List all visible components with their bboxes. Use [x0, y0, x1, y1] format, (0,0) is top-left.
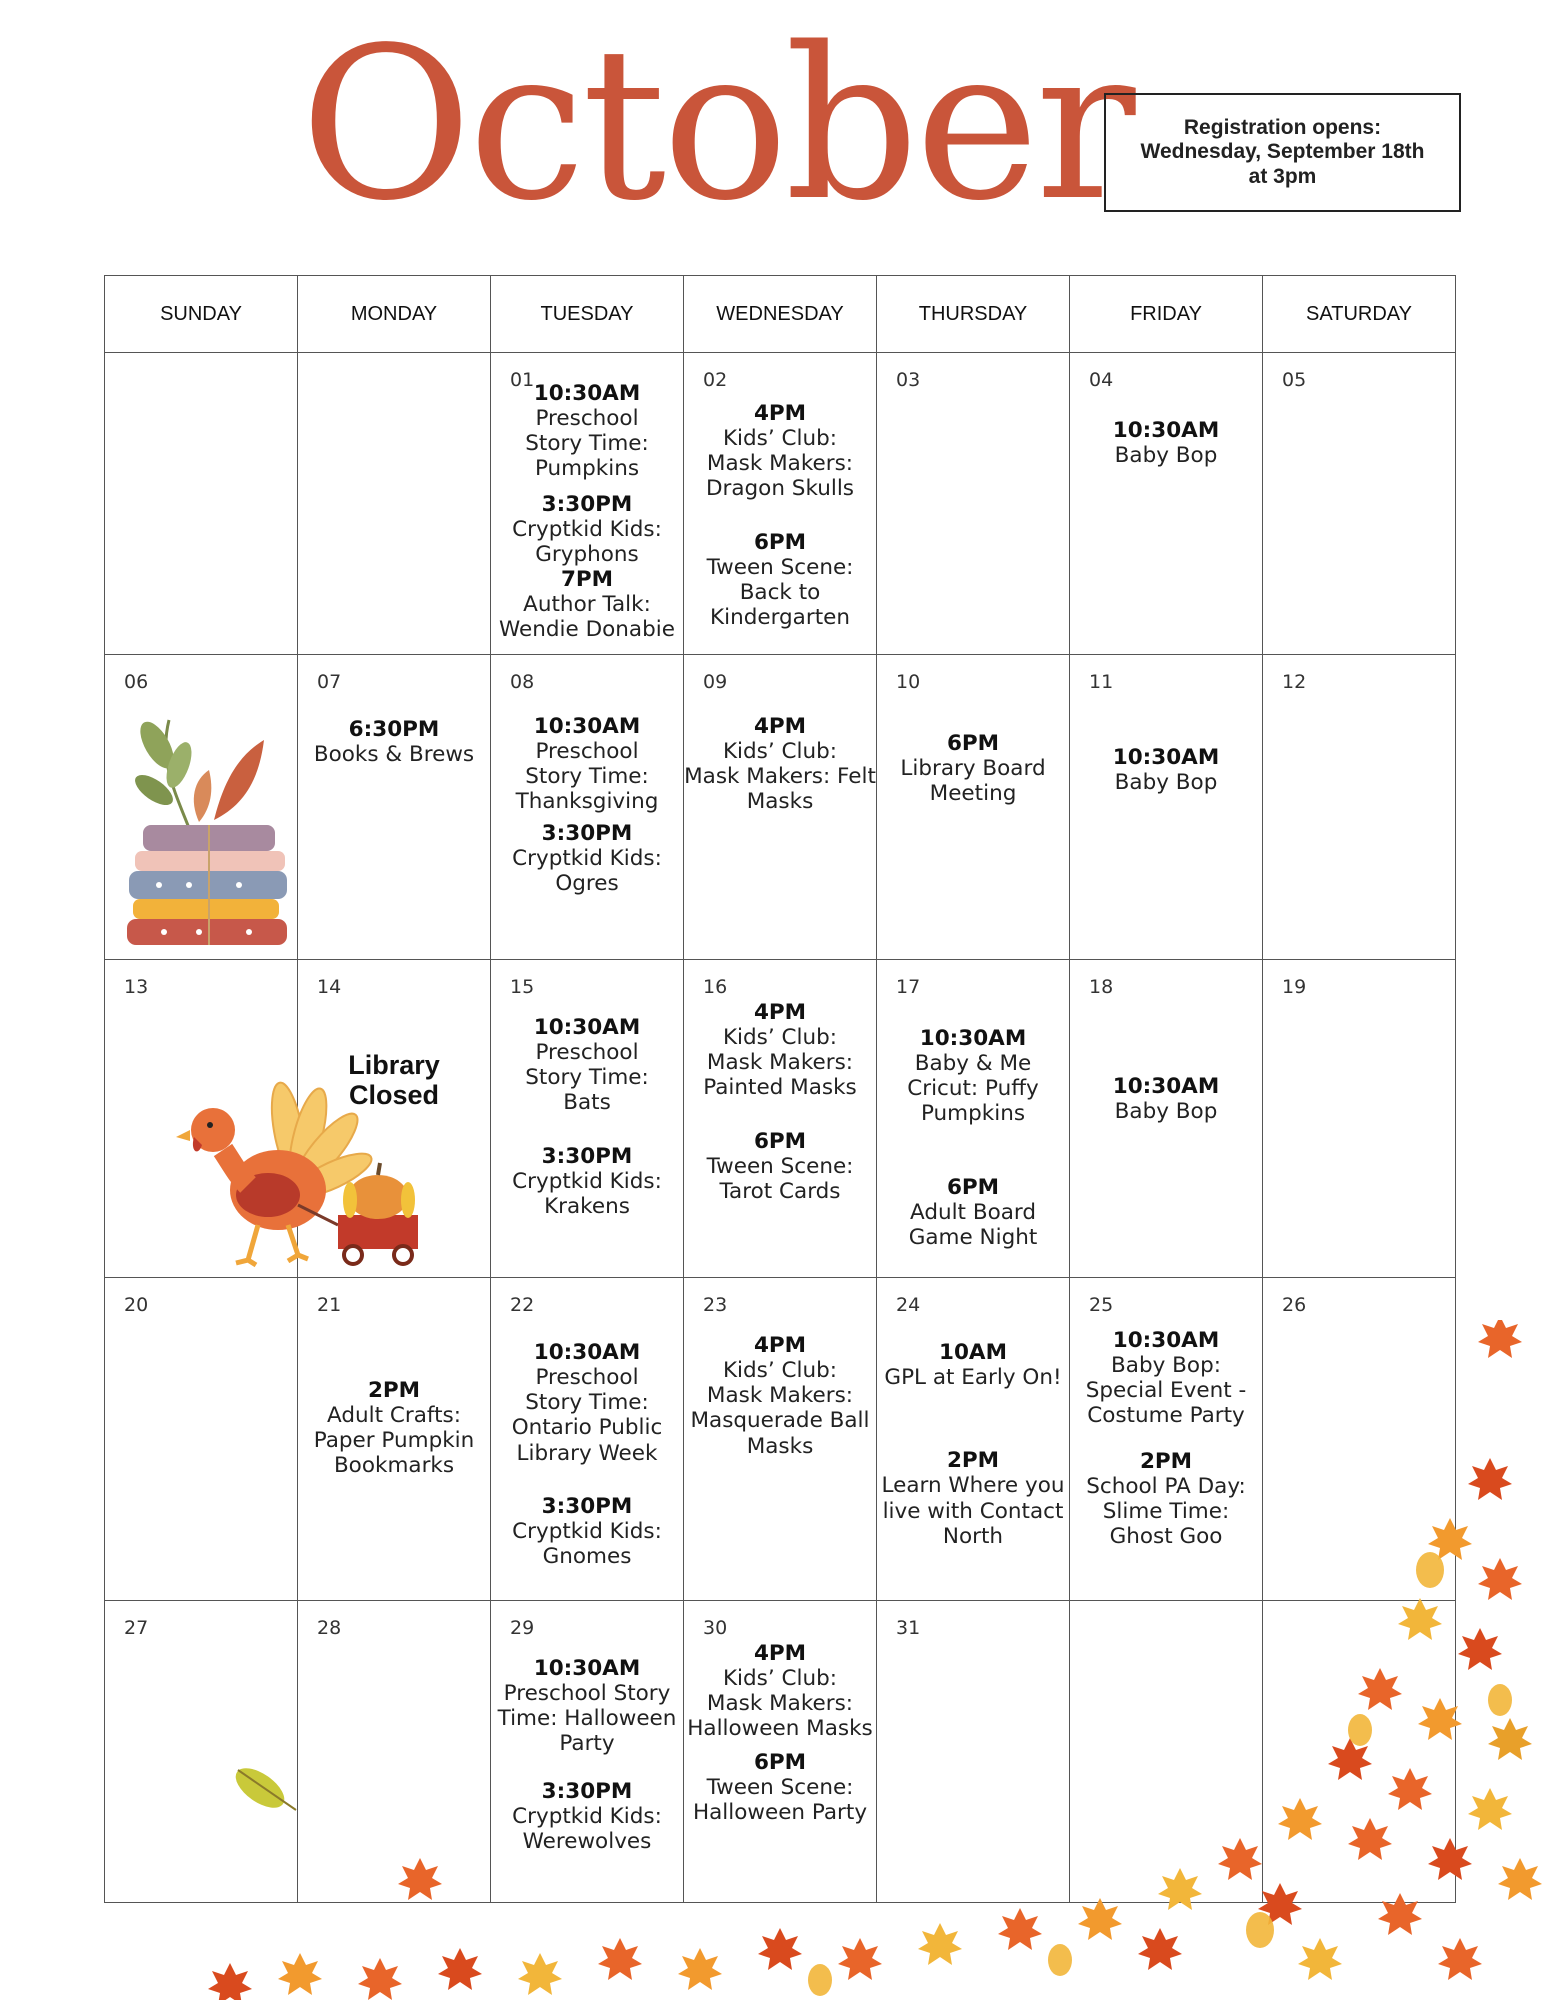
date-number: 05 — [1282, 369, 1307, 391]
calendar-day-17 — [877, 960, 1070, 1278]
event-text: Cricut: Puffy — [907, 1076, 1039, 1102]
event-text: Kids’ Club: — [722, 1358, 838, 1384]
event-time: 10:30AM — [1112, 418, 1220, 443]
date-number: 03 — [896, 369, 921, 391]
event-text: Baby Bop — [1114, 1099, 1218, 1125]
event-list — [877, 1026, 1069, 1250]
event-time: 10:30AM — [1112, 1074, 1220, 1099]
event-text: North — [942, 1523, 1004, 1549]
event-time: 6PM — [753, 1749, 807, 1775]
event-time: 10:30AM — [533, 381, 641, 406]
date-number: 17 — [896, 976, 921, 998]
calendar-day-15 — [491, 960, 684, 1278]
event-text: Preschool — [535, 1365, 639, 1391]
event-text: Kindergarten — [710, 604, 850, 630]
event-time: 6PM — [753, 1128, 807, 1154]
event-time: 7PM — [560, 566, 614, 592]
date-number: 04 — [1089, 369, 1114, 391]
event-text: Back to — [739, 579, 821, 605]
calendar-day-10 — [877, 655, 1070, 960]
event-list — [491, 714, 683, 896]
day-header-wednesday: WEDNESDAY — [684, 276, 877, 353]
event-text: Preschool — [535, 406, 639, 432]
event-text: Halloween Masks — [687, 1716, 873, 1742]
event-text: Bats — [563, 1090, 611, 1116]
event-time: 4PM — [753, 1000, 807, 1025]
date-number: 23 — [703, 1294, 728, 1316]
event-text: Krakens — [544, 1193, 630, 1219]
event-text: Werewolves — [522, 1828, 652, 1854]
date-number: 24 — [896, 1294, 921, 1316]
book-stack-illustration — [119, 710, 289, 945]
event-time: 4PM — [753, 1333, 807, 1358]
event-list — [684, 714, 876, 815]
calendar-cell-empty — [105, 353, 298, 655]
date-number: 06 — [124, 671, 149, 693]
calendar-day-06 — [105, 655, 298, 960]
event-text: Cryptkid Kids: — [512, 516, 662, 542]
event-text: Game Night — [908, 1224, 1038, 1250]
event-time: 3:30PM — [541, 1143, 633, 1169]
event-text: School PA Day: — [1086, 1473, 1246, 1499]
day-header-saturday: SATURDAY — [1263, 276, 1456, 353]
event-text: Learn Where you — [881, 1473, 1065, 1499]
event-text: Baby Bop — [1114, 770, 1218, 796]
calendar-day-02 — [684, 353, 877, 655]
calendar-day-16 — [684, 960, 877, 1278]
event-text: Meeting — [929, 781, 1017, 807]
date-number: 26 — [1282, 1294, 1307, 1316]
calendar-day-05 — [1263, 353, 1456, 655]
event-text: GPL at Early On! — [884, 1365, 1062, 1391]
event-time: 6PM — [946, 1174, 1000, 1200]
page-title: October — [300, 2, 1132, 247]
event-text: Story Time: — [525, 1065, 649, 1091]
event-list — [684, 1000, 876, 1204]
date-number: 10 — [896, 671, 921, 693]
calendar-day-07 — [298, 655, 491, 960]
event-text: Baby & Me — [914, 1051, 1032, 1077]
date-number: 09 — [703, 671, 728, 693]
event-text: live with Contact — [882, 1498, 1064, 1524]
event-text: Cryptkid Kids: — [512, 1518, 662, 1544]
event-list — [877, 731, 1069, 806]
event-text: Preschool — [535, 1040, 639, 1066]
date-number: 28 — [317, 1617, 342, 1639]
event-text: Tween Scene: — [706, 1774, 854, 1800]
event-text: Ogres — [555, 870, 619, 896]
event-time: 4PM — [753, 1641, 807, 1666]
event-list — [298, 717, 490, 767]
date-number: 19 — [1282, 976, 1307, 998]
day-header-sunday: SUNDAY — [105, 276, 298, 353]
event-text: Tween Scene: — [706, 1153, 854, 1179]
event-text: Preschool — [535, 739, 639, 765]
event-text: Masks — [746, 789, 814, 815]
event-text: Baby Bop: — [1111, 1353, 1221, 1379]
event-text: Costume Party — [1087, 1403, 1245, 1429]
event-time: 4PM — [753, 714, 807, 739]
event-time: 10:30AM — [533, 1656, 641, 1681]
day-header-monday: MONDAY — [298, 276, 491, 353]
event-text: Ontario Public — [511, 1415, 663, 1441]
calendar-day-18 — [1070, 960, 1263, 1278]
event-text: Mask Makers: Felt — [684, 764, 876, 790]
event-time: 2PM — [1139, 1448, 1193, 1474]
day-header-friday: FRIDAY — [1070, 276, 1263, 353]
registration-line: at 3pm — [1248, 164, 1317, 188]
event-text: Adult Crafts: — [327, 1403, 461, 1429]
event-list — [491, 381, 683, 642]
event-text: Mask Makers: — [706, 1383, 854, 1409]
calendar-day-12 — [1263, 655, 1456, 960]
date-number: 14 — [317, 976, 342, 998]
date-number: 21 — [317, 1294, 342, 1316]
event-text: Ghost Goo — [1109, 1523, 1223, 1549]
event-text: Library Week — [516, 1440, 658, 1466]
event-text: Kids’ Club: — [722, 1025, 838, 1051]
event-text: Time: Halloween — [497, 1706, 677, 1732]
event-list — [684, 401, 876, 630]
event-text: Mask Makers: — [706, 451, 854, 477]
event-text: Tween Scene: — [706, 554, 854, 580]
registration-line: Registration opens: — [1183, 116, 1382, 140]
event-time: 10:30AM — [533, 714, 641, 739]
calendar-day-01 — [491, 353, 684, 655]
event-time: 10:30AM — [533, 1340, 641, 1365]
event-time: 6:30PM — [348, 717, 440, 742]
event-text: Story Time: — [525, 1390, 649, 1416]
date-number: 20 — [124, 1294, 149, 1316]
event-time: 3:30PM — [541, 1778, 633, 1804]
registration-line: Wednesday, September 18th — [1140, 140, 1425, 164]
event-text: Kids’ Club: — [722, 739, 838, 765]
event-text: Library Board — [900, 756, 1046, 782]
calendar-day-03 — [877, 353, 1070, 655]
event-text: Dragon Skulls — [705, 476, 855, 502]
event-text: Mask Makers: — [706, 1050, 854, 1076]
event-time: 6PM — [946, 731, 1000, 756]
event-text: Party — [559, 1731, 615, 1757]
event-time: 10:30AM — [1112, 1328, 1220, 1353]
calendar-cell-empty — [298, 353, 491, 655]
event-time: 3:30PM — [541, 1493, 633, 1519]
event-text: Pumpkins — [534, 456, 640, 482]
event-text: Masks — [746, 1433, 814, 1459]
event-text: Baby Bop — [1114, 443, 1218, 469]
event-time: 6PM — [753, 529, 807, 555]
event-list — [1070, 418, 1262, 468]
event-text: Books & Brews — [313, 742, 475, 768]
event-text: Thanksgiving — [515, 789, 659, 815]
date-number: 02 — [703, 369, 728, 391]
event-text: Cryptkid Kids: — [512, 845, 662, 871]
event-text: Cryptkid Kids: — [512, 1168, 662, 1194]
date-number: 27 — [124, 1617, 149, 1639]
event-text: Paper Pumpkin — [313, 1428, 475, 1454]
event-list — [1070, 1074, 1262, 1124]
date-number: 30 — [703, 1617, 728, 1639]
event-time: 3:30PM — [541, 491, 633, 517]
event-text: Preschool Story — [503, 1681, 671, 1707]
event-text: Special Event - — [1085, 1378, 1247, 1404]
event-text: Halloween Party — [692, 1799, 868, 1825]
event-text: Kids’ Club: — [722, 426, 838, 452]
date-number: 15 — [510, 976, 535, 998]
event-time: 4PM — [753, 401, 807, 426]
event-time: 2PM — [946, 1448, 1000, 1474]
day-header-thursday: THURSDAY — [877, 276, 1070, 353]
date-number: 22 — [510, 1294, 535, 1316]
date-number: 16 — [703, 976, 728, 998]
date-number: 12 — [1282, 671, 1307, 693]
event-list — [491, 1015, 683, 1219]
date-number: 01 — [510, 369, 535, 391]
event-text: Kids’ Club: — [722, 1666, 838, 1692]
date-number: 25 — [1089, 1294, 1114, 1316]
date-number: 13 — [124, 976, 149, 998]
event-text: Painted Masks — [703, 1075, 857, 1101]
event-text: Story Time: — [525, 431, 649, 457]
event-text: Adult Board — [909, 1199, 1037, 1225]
closed-line: Closed — [348, 1080, 440, 1111]
date-number: 29 — [510, 1617, 535, 1639]
event-text: Cryptkid Kids: — [512, 1803, 662, 1829]
event-time: 3:30PM — [541, 820, 633, 846]
event-text: Pumpkins — [920, 1101, 1026, 1127]
event-time: 2PM — [367, 1378, 421, 1403]
event-time: 10:30AM — [1112, 745, 1220, 770]
registration-notice — [1104, 93, 1461, 212]
event-text: Bookmarks — [333, 1453, 455, 1479]
event-list — [1070, 745, 1262, 795]
event-text: Author Talk: — [523, 592, 651, 618]
calendar-day-11 — [1070, 655, 1263, 960]
event-text: Gnomes — [542, 1543, 632, 1569]
closed-line: Library — [348, 1050, 440, 1080]
calendar-day-09 — [684, 655, 877, 960]
event-text: Tarot Cards — [719, 1178, 841, 1204]
calendar-day-04 — [1070, 353, 1263, 655]
date-number: 18 — [1089, 976, 1114, 998]
event-text: Gryphons — [535, 541, 639, 567]
date-number: 08 — [510, 671, 535, 693]
event-text: Mask Makers: — [706, 1691, 854, 1717]
autumn-leaves-border — [200, 1320, 1545, 2000]
event-text: Story Time: — [525, 764, 649, 790]
date-number: 31 — [896, 1617, 921, 1639]
event-time: 10:30AM — [919, 1026, 1027, 1051]
event-time: 10AM — [939, 1340, 1007, 1365]
turkey-wagon-illustration — [138, 1075, 438, 1275]
day-header-tuesday: TUESDAY — [491, 276, 684, 353]
calendar-day-08 — [491, 655, 684, 960]
event-text: Wendie Donabie — [499, 617, 675, 643]
date-number: 11 — [1089, 671, 1114, 693]
calendar-day-19 — [1263, 960, 1456, 1278]
event-text: Masquerade Ball — [690, 1408, 870, 1434]
event-time: 10:30AM — [533, 1015, 641, 1040]
date-number: 07 — [317, 671, 342, 693]
event-text: Slime Time: — [1102, 1498, 1230, 1524]
